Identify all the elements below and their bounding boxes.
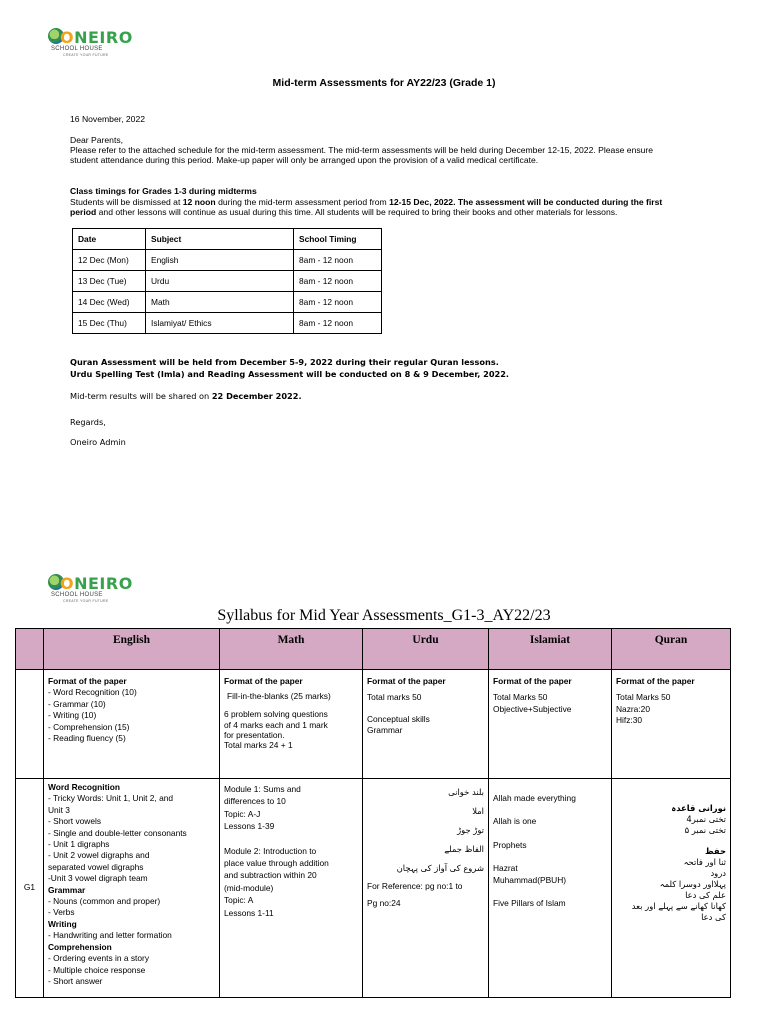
format-row — [16, 670, 731, 779]
letter-title: Mid-term Assessments for AY22/23 (Grade 1) — [272, 77, 496, 89]
header-subject: Subject — [146, 229, 294, 250]
logo-wordmark: ONEIRO — [60, 28, 133, 47]
letter-date: 16 November, 2022 — [70, 114, 146, 124]
timings-paragraph: Students will be dismissed at 12 noon during the mid-term assessment period from 12-15 Dec, 2022. The assessment will be conducted during the first period and other lessons will continue as usual during this time. All students will be required to bring their books and other materials for lessons. — [70, 197, 663, 218]
logo-subtitle: SCHOOL HOUSE — [51, 46, 103, 52]
letter-para1-line1: Please refer to the attached schedule for the mid-term assessment. The mid-term assessments will be held during December 12-15, 2022. Please ensure — [70, 145, 654, 155]
cell-timing: 8am - 12 noon — [294, 292, 382, 313]
grade-label: G1 — [16, 779, 44, 998]
school-logo — [46, 20, 133, 57]
header-english: English — [44, 629, 220, 670]
logo-tagline: CREATE YOUR FUTURE — [63, 53, 109, 57]
letter-para1-line2: student attendance during this period. Make-up paper will only be arranged upon the provision of a valid medical certificate. — [70, 155, 539, 165]
signature: Oneiro Admin — [70, 437, 126, 447]
g1-islamiat: Allah made everything Allah is one Prophets Hazrat Muhammad(PBUH) Five Pillars of Islam — [489, 779, 612, 998]
school-logo — [46, 566, 133, 603]
header-quran: Quran — [612, 629, 731, 670]
header-timing: School Timing — [294, 229, 382, 250]
cell-date: 14 Dec (Wed) — [73, 292, 146, 313]
format-islamiat: Format of the paper Total Marks 50 Objective+Subjective — [489, 670, 612, 779]
g1-quran: نورانی قاعدہ تختی نمبر4 تختی نمبر ۵ حفظ ثنا اور فاتحہ درود پہلااور دوسرا کلمہ علم کی دعا کھانا کھانے سے پہلے اور بعد کی دعا — [612, 779, 731, 998]
cell-timing: 8am - 12 noon — [294, 313, 382, 334]
header-islamiat: Islamiat — [489, 629, 612, 670]
header-urdu: Urdu — [363, 629, 489, 670]
g1-english: Word Recognition - Tricky Words: Unit 1, Unit 2, and Unit 3 - Short vowels - Single and double-letter consonants - Unit 1 digraphs - Unit 2 vowel digraphs and separated vowel digraphs -Unit 3 vowel digraph team Grammar - Nouns (common and proper) - Verbs Writing - Handwriting and letter formation Comprehension - Ordering events in a story - Multiple choice response - Short answer — [44, 779, 220, 998]
cell-date: 12 Dec (Mon) — [73, 250, 146, 271]
quran-assessment-note: Quran Assessment will be held from December 5-9, 2022 during their regular Quran lessons. — [70, 357, 499, 367]
table-row — [73, 292, 382, 313]
header-date: Date — [73, 229, 146, 250]
cell-subject: English — [146, 250, 294, 271]
letter-greeting: Dear Parents, — [70, 135, 124, 145]
schedule-table — [72, 228, 382, 334]
format-quran: Format of the paper Total Marks 50 Nazra:20 Hifz:30 — [612, 670, 731, 779]
format-row-label — [16, 670, 44, 779]
cell-timing: 8am - 12 noon — [294, 271, 382, 292]
logo-wordmark: ONEIRO — [60, 574, 133, 593]
cell-date: 15 Dec (Thu) — [73, 313, 146, 334]
logo-tagline: CREATE YOUR FUTURE — [63, 599, 109, 603]
cell-date: 13 Dec (Tue) — [73, 271, 146, 292]
results-note: Mid-term results will be shared on 22 December 2022. — [70, 391, 302, 401]
cell-subject: Urdu — [146, 271, 294, 292]
g1-urdu: بلند خوانی املا توڑ جوڑ الفاظ جملے شروع کی آواز کی پہچان For Reference: pg no:1 to Pg no:24 — [363, 779, 489, 998]
table-row — [73, 313, 382, 334]
logo-subtitle: SCHOOL HOUSE — [51, 592, 103, 598]
cell-subject: Math — [146, 292, 294, 313]
syllabus-table — [15, 628, 731, 998]
timings-heading: Class timings for Grades 1-3 during midterms — [70, 186, 257, 196]
header-blank — [16, 629, 44, 670]
table-header-row — [73, 229, 382, 250]
table-row — [73, 271, 382, 292]
format-english: Format of the paper - Word Recognition (10) - Grammar (10) - Writing (10) - Comprehension (15) - Reading fluency (5) — [44, 670, 220, 779]
format-urdu: Format of the paper Total marks 50 Conceptual skills Grammar — [363, 670, 489, 779]
regards: Regards, — [70, 417, 106, 427]
cell-timing: 8am - 12 noon — [294, 250, 382, 271]
header-math: Math — [220, 629, 363, 670]
cell-subject: Islamiyat/ Ethics — [146, 313, 294, 334]
syllabus-title: Syllabus for Mid Year Assessments_G1-3_AY22/23 — [217, 607, 551, 624]
table-row — [73, 250, 382, 271]
urdu-assessment-note: Urdu Spelling Test (Imla) and Reading Assessment will be conducted on 8 & 9 December, 2022. — [70, 369, 510, 379]
format-math: Format of the paper Fill-in-the-blanks (25 marks) 6 problem solving questions of 4 marks each and 1 mark for presentation. Total marks 24 + 1 — [220, 670, 363, 779]
syllabus-header-row — [16, 629, 731, 670]
g1-math: Module 1: Sums and differences to 10 Topic: A-J Lessons 1-39 Module 2: Introduction to place value through addition and subtraction within 20 (mid-module) Topic: A Lessons 1-11 — [220, 779, 363, 998]
g1-row — [16, 779, 731, 998]
